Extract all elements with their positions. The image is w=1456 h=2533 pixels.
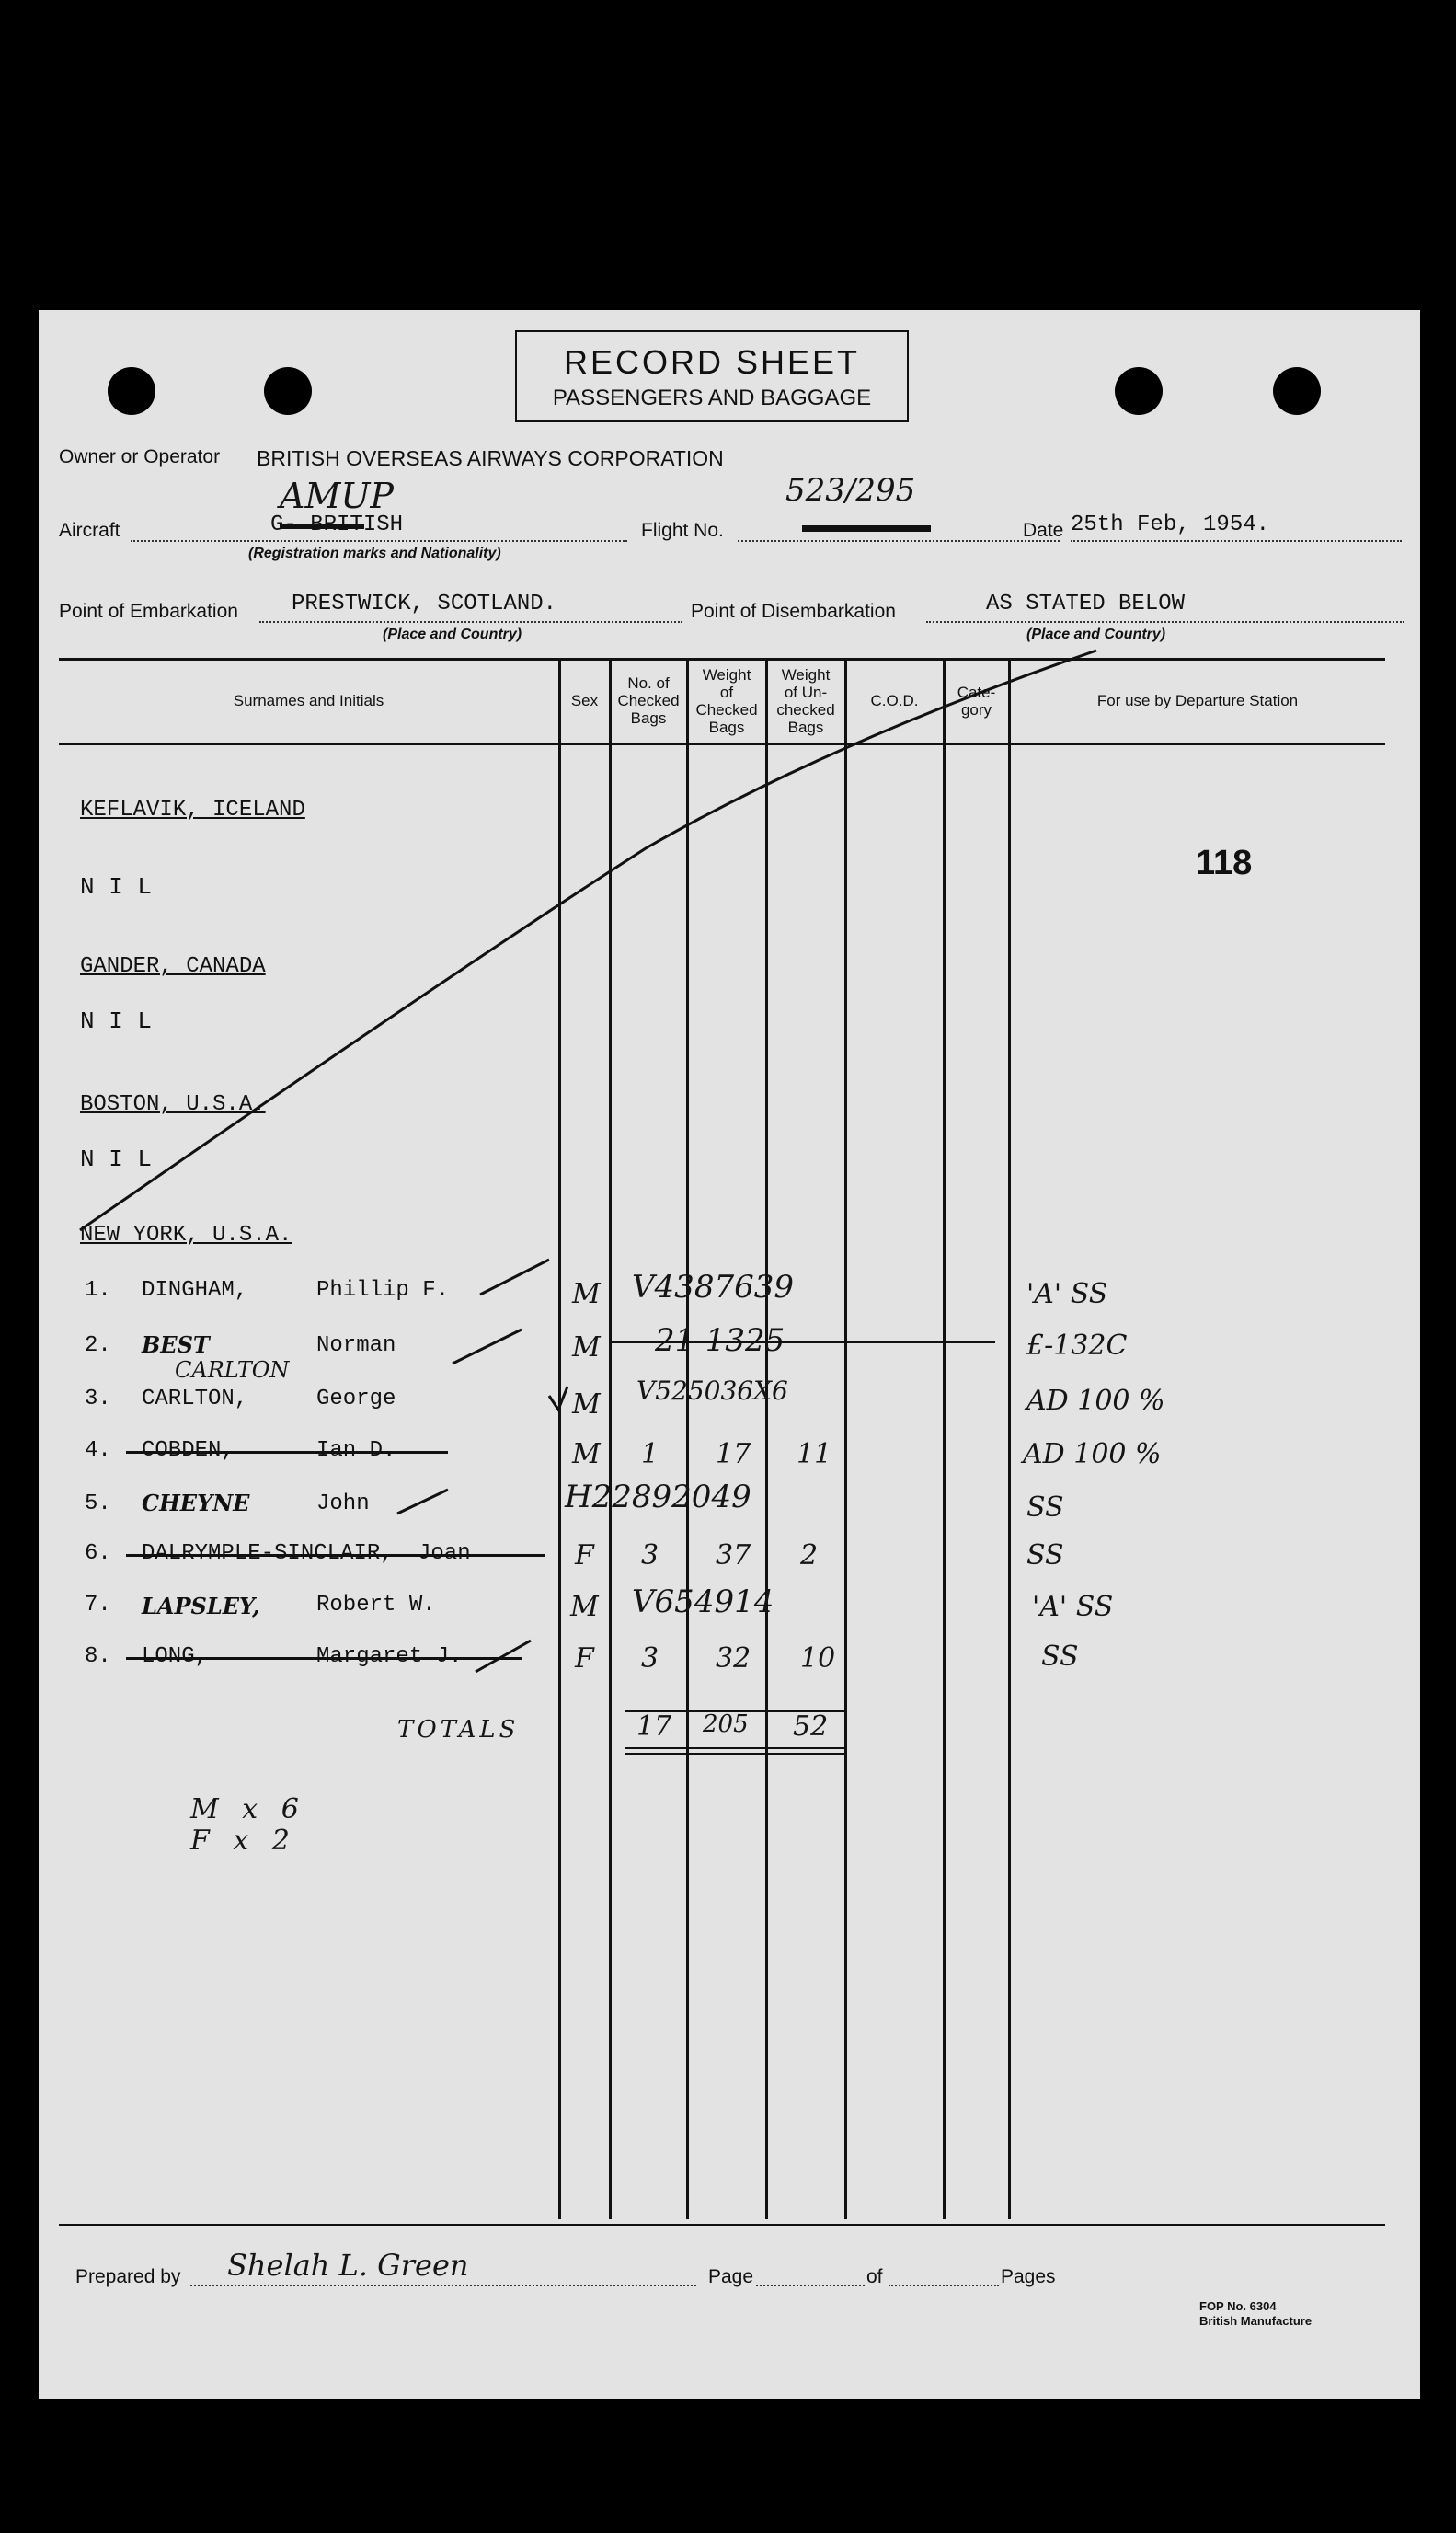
stamp-number: 118: [1196, 844, 1253, 882]
date-value: 25th Feb, 1954.: [1071, 512, 1270, 537]
passenger-firstname: Joan: [418, 1541, 471, 1566]
diagonal-cancel-stroke: [80, 651, 1096, 1230]
stop-entry: N I L: [80, 1146, 153, 1173]
passenger-firstname: Margaret J.: [316, 1644, 463, 1669]
passenger-firstname: Robert W.: [316, 1593, 436, 1618]
sheet-subtitle: PASSENGERS AND BAGGAGE: [552, 386, 872, 410]
col-header-sex: Sex: [570, 692, 599, 709]
passenger-firstname: John: [316, 1491, 370, 1516]
date-label: Date: [1023, 520, 1064, 541]
prepared-dots: [190, 2285, 696, 2286]
surname-correction: CARLTON: [175, 1357, 290, 1383]
aircraft-label: Aircraft: [59, 520, 120, 541]
prepared-signature: Shelah L. Green: [227, 2248, 469, 2283]
stop-entry: N I L: [80, 1007, 153, 1035]
of-label: of: [866, 2266, 883, 2287]
page-label: Page: [708, 2266, 754, 2287]
passenger-firstname: Norman: [316, 1333, 396, 1358]
row-number: 1.: [85, 1278, 111, 1303]
row-number: 6.: [85, 1541, 111, 1566]
passenger-category: AD 100 %: [1026, 1385, 1165, 1417]
passenger-category: 'A' SS: [1026, 1278, 1108, 1310]
page-dots: [756, 2285, 865, 2286]
record-sheet: [39, 310, 1420, 2399]
stop-place: BOSTON, U.S.A.: [80, 1092, 266, 1117]
passenger-weight-unchecked: 10: [800, 1642, 836, 1675]
passenger-weight-unchecked: 2: [800, 1539, 819, 1572]
aircraft-note: (Registration marks and Nationality): [248, 546, 501, 561]
col-header-category: Cate- gory: [957, 684, 996, 719]
check-mark: [397, 1490, 448, 1514]
row-number: 2.: [85, 1333, 111, 1358]
passenger-bags: V654914: [632, 1583, 774, 1620]
passenger-category: £-132C: [1026, 1330, 1128, 1362]
disembarkation-label: Point of Disembarkation: [691, 601, 896, 622]
disembarkation-value: AS STATED BELOW: [986, 592, 1186, 616]
passenger-bags: V525036X6: [636, 1376, 788, 1406]
passenger-bags: 21-1325: [655, 1322, 785, 1359]
pages-label: Pages: [1001, 2266, 1056, 2287]
stop-place: NEW YORK, U.S.A.: [80, 1223, 292, 1248]
stop-entry: N I L: [80, 873, 153, 901]
passenger-surname: COBDEN,: [142, 1438, 235, 1463]
passenger-bags: V4387639: [632, 1269, 794, 1306]
col-header-departure: For use by Departure Station: [1096, 692, 1299, 709]
passenger-surname: CHEYNE: [142, 1490, 250, 1516]
passenger-surname: LAPSLEY,: [142, 1593, 260, 1619]
row-number: 5.: [85, 1491, 111, 1516]
passenger-surname: CARLTON,: [142, 1387, 248, 1411]
passenger-firstname: George: [316, 1387, 396, 1411]
check-mark: [480, 1260, 549, 1295]
passenger-surname: LONG,: [142, 1644, 209, 1669]
col-header-cod: C.O.D.: [870, 692, 919, 709]
passenger-weight-checked: 37: [716, 1539, 751, 1572]
col-header-checked: No. of Checked Bags: [617, 674, 680, 727]
passenger-bags: 1: [641, 1438, 659, 1470]
passenger-weight-unchecked: 11: [797, 1438, 832, 1470]
totals-weight-unchecked: 52: [793, 1710, 829, 1743]
totals-label: TOTALS: [397, 1716, 520, 1744]
row-number: 4.: [85, 1438, 111, 1463]
totals-checked: 17: [636, 1710, 672, 1743]
stop-place: GANDER, CANADA: [80, 954, 266, 979]
passenger-sex: M: [572, 1331, 601, 1364]
row-number: 3.: [85, 1387, 111, 1411]
embarkation-value: PRESTWICK, SCOTLAND.: [292, 592, 557, 616]
passenger-category: SS: [1041, 1641, 1079, 1673]
owner-value: BRITISH OVERSEAS AIRWAYS CORPORATION: [257, 446, 724, 470]
passenger-surname: DINGHAM,: [142, 1278, 248, 1303]
passenger-sex: M: [572, 1388, 601, 1421]
col-header-weight-unchecked: Weight of Un- checked Bags: [776, 666, 835, 736]
flight-label: Flight No.: [641, 520, 724, 541]
passenger-bags: H22892049: [565, 1479, 751, 1515]
embarkation-note: (Place and Country): [383, 627, 522, 642]
of-dots: [889, 2285, 999, 2286]
form-number: FOP No. 6304: [1199, 2299, 1277, 2313]
passenger-category: 'A' SS: [1032, 1591, 1114, 1623]
check-mark: [476, 1641, 531, 1672]
passenger-firstname: Phillip F.: [316, 1278, 450, 1303]
passenger-weight-checked: 17: [716, 1438, 751, 1470]
passenger-sex: M: [572, 1278, 601, 1310]
col-header-weight-checked: Weight of Checked Bags: [695, 666, 758, 736]
passenger-sex: F: [575, 1539, 594, 1572]
passenger-sex: F: [575, 1642, 594, 1675]
passenger-surname: DALRYMPLE-SINCLAIR,: [142, 1541, 394, 1566]
col-header-names: Surnames and Initials: [233, 692, 384, 709]
stop-place: KEFLAVIK, ICELAND: [80, 798, 305, 823]
passenger-bags: 3: [641, 1642, 659, 1675]
cancellation-line: [39, 310, 1420, 2399]
manufacture-note: British Manufacture: [1199, 2314, 1313, 2328]
sheet-title: RECORD SHEET: [563, 343, 861, 381]
aircraft-handwritten: AMUP: [280, 476, 394, 516]
embarkation-label: Point of Embarkation: [59, 601, 238, 622]
passenger-surname: BEST: [142, 1331, 210, 1358]
aircraft-typed: G- BRITISH: [270, 512, 404, 537]
row-number: 8.: [85, 1644, 111, 1669]
flight-handwritten: 523/295: [785, 472, 916, 509]
summary-female: F x 2: [190, 1825, 297, 1857]
passenger-bags: 3: [641, 1539, 659, 1572]
disembarkation-note: (Place and Country): [1026, 627, 1166, 642]
passenger-category: AD 100 %: [1023, 1438, 1162, 1470]
check-mark: [453, 1330, 522, 1364]
passenger-sex: M: [572, 1438, 601, 1470]
passenger-firstname: Ian D.: [316, 1438, 396, 1463]
totals-weight-checked: 205: [703, 1710, 749, 1738]
row-number: 7.: [85, 1593, 111, 1618]
passenger-sex: M: [570, 1591, 599, 1623]
owner-label: Owner or Operator: [59, 446, 221, 467]
passenger-weight-checked: 32: [716, 1642, 751, 1675]
passenger-category: SS: [1026, 1491, 1064, 1524]
check-mark: [549, 1387, 567, 1410]
summary-male: M x 6: [190, 1793, 306, 1825]
prepared-by-label: Prepared by: [75, 2266, 181, 2287]
passenger-category: SS: [1026, 1539, 1064, 1572]
